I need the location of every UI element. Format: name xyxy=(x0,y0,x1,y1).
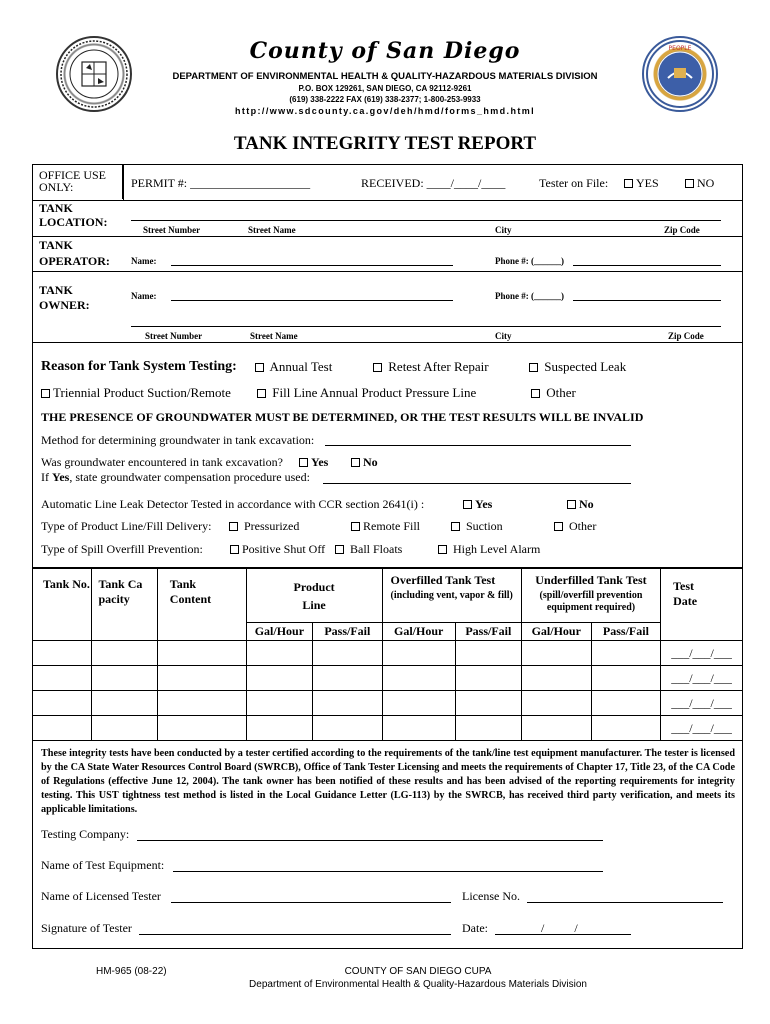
location-street-name: Street Name xyxy=(248,225,296,235)
permit-field[interactable]: PERMIT #: ____________________ xyxy=(131,176,311,190)
signature-field[interactable] xyxy=(139,934,451,935)
location-zip: Zip Code xyxy=(664,225,700,235)
location-address-field[interactable] xyxy=(131,220,721,221)
operator-name-field[interactable] xyxy=(171,265,453,266)
groundwater-yes-checkbox[interactable]: Yes xyxy=(299,455,328,470)
annual-test-checkbox[interactable]: Annual Test xyxy=(255,359,332,375)
testing-company-field[interactable] xyxy=(137,840,603,841)
ball-floats-checkbox[interactable]: Ball Floats xyxy=(335,542,402,557)
date-label: Date: xyxy=(462,921,488,935)
checkbox-icon xyxy=(685,179,694,188)
test-date-cell[interactable]: ___/___/___ xyxy=(661,716,743,741)
form-number: HM-965 (08-22) xyxy=(96,966,167,977)
checkbox-icon xyxy=(299,458,308,467)
checkbox-icon xyxy=(451,522,460,531)
col-tank-no: Tank No. xyxy=(33,569,92,641)
triennial-checkbox[interactable]: Triennial Product Suction/Remote xyxy=(41,385,231,401)
environmental-health-logo xyxy=(642,36,718,112)
licensed-tester-label: Name of Licensed Tester xyxy=(41,889,161,903)
underfilled-pass-fail: Pass/Fail xyxy=(591,623,660,641)
pressurized-checkbox[interactable]: Pressurized xyxy=(229,519,299,534)
reason-other-checkbox[interactable]: Other xyxy=(531,385,576,401)
delivery-label: Type of Product Line/Fill Delivery: xyxy=(41,519,212,533)
product-gal-hour: Gal/Hour xyxy=(246,623,312,641)
overfilled-pass-fail: Pass/Fail xyxy=(455,623,521,641)
table-row[interactable] xyxy=(33,716,743,741)
underfilled-gal-hour: Gal/Hour xyxy=(521,623,591,641)
tank-location-label: TANK LOCATION: xyxy=(39,201,108,229)
owner-zip: Zip Code xyxy=(668,331,704,341)
detector-label: Automatic Line Leak Detector Tested in accordance with CCR section 2641(i) : xyxy=(41,497,425,511)
county-title: County of San Diego xyxy=(249,38,521,64)
col-underfilled: Underfilled Tank Test (spill/overfill prevention equipment required) xyxy=(521,569,660,623)
reason-label: Reason for Tank System Testing: xyxy=(41,359,237,374)
phone-numbers: (619) 338-2222 FAX (619) 338-2377; 1-800-253-9933 xyxy=(289,95,481,104)
suction-checkbox[interactable]: Suction xyxy=(451,519,503,534)
retest-checkbox[interactable]: Retest After Repair xyxy=(373,359,489,375)
form-frame xyxy=(32,164,743,568)
testing-company-label: Testing Company: xyxy=(41,827,130,841)
col-capacity: Tank Capacity xyxy=(92,569,157,641)
location-street-number: Street Number xyxy=(143,225,201,235)
checkbox-icon xyxy=(351,522,360,531)
overfilled-gal-hour: Gal/Hour xyxy=(382,623,455,641)
checkbox-icon xyxy=(229,522,238,531)
checkbox-icon xyxy=(554,522,563,531)
compensation-label: If Yes, state groundwater compensation procedure used: xyxy=(41,470,310,484)
owner-address-field[interactable] xyxy=(131,326,721,327)
owner-phone-field[interactable] xyxy=(573,300,721,301)
shutoff-checkbox[interactable]: Positive Shut Off xyxy=(230,542,325,557)
groundwater-method-label: Method for determining groundwater in tank excavation: xyxy=(41,433,315,447)
checkbox-icon xyxy=(257,389,266,398)
office-use-label: OFFICE USE ONLY: xyxy=(39,168,107,194)
license-no-field[interactable] xyxy=(527,902,723,903)
detector-no-checkbox[interactable]: No xyxy=(567,497,594,512)
spill-label: Type of Spill Overfill Prevention: xyxy=(41,542,203,556)
tester-no-checkbox[interactable]: NO xyxy=(685,176,714,191)
licensed-tester-field[interactable] xyxy=(171,902,451,903)
groundwater-no-checkbox[interactable]: No xyxy=(351,455,378,470)
checkbox-icon xyxy=(41,389,50,398)
checkbox-icon xyxy=(335,545,344,554)
owner-phone-label: Phone #: (______) xyxy=(495,291,564,301)
owner-city: City xyxy=(495,331,512,341)
checkbox-icon xyxy=(463,500,472,509)
groundwater-warning: THE PRESENCE OF GROUNDWATER MUST BE DETERMINED, OR THE TEST RESULTS WILL BE INVALID xyxy=(41,410,644,424)
received-date-field[interactable]: RECEIVED: ____/____/____ xyxy=(361,176,506,190)
operator-phone-label: Phone #: (______) xyxy=(495,256,564,266)
remote-fill-checkbox[interactable]: Remote Fill xyxy=(351,519,420,534)
tank-owner-label: TANK OWNER: xyxy=(39,283,90,312)
detector-yes-checkbox[interactable]: Yes xyxy=(463,497,492,512)
footer-division: Department of Environmental Health & Quality-Hazardous Materials Division xyxy=(249,979,587,990)
location-city: City xyxy=(495,225,512,235)
fill-line-checkbox[interactable]: Fill Line Annual Product Pressure Line xyxy=(257,385,476,401)
col-overfilled: Overfilled Tank Test (including vent, vapor & fill) xyxy=(382,569,521,623)
compensation-field[interactable] xyxy=(323,483,631,484)
license-no-label: License No. xyxy=(462,889,520,903)
table-row[interactable] xyxy=(33,666,743,691)
test-results-table xyxy=(32,568,743,741)
certification-box xyxy=(32,741,743,949)
groundwater-encountered-label: Was groundwater encountered in tank excavation? xyxy=(41,455,283,469)
checkbox-icon xyxy=(438,545,447,554)
test-date-cell[interactable]: ___/___/___ xyxy=(661,641,743,666)
suspected-leak-checkbox[interactable]: Suspected Leak xyxy=(529,359,626,375)
checkbox-icon xyxy=(230,545,239,554)
table-row[interactable] xyxy=(33,641,743,666)
col-product-line: Product Line xyxy=(246,569,382,623)
certification-text: These integrity tests have been conducted by a tester certified according to the requirements of the tank/line test equipment manufacturer. The tester is licensed by the CA State Water Resources Control Board (SWRCB), Office of Tank Tester Licensing and meets the requirements of Chapter 17, Title 23, of the CA Code of Regulations (effective June 12, 2004). The tank owner has been notified of these results and has been advised of the reporting requirements for integrity testing. This UST tightness test method is listed in the Local Guidance Letter (LG-113) by the SWRCB, has received third party verification, and meets its applicable limitations. xyxy=(41,748,735,815)
test-date-cell[interactable]: ___/___/___ xyxy=(661,666,743,691)
owner-name-field[interactable] xyxy=(171,300,453,301)
col-test-date: Test Date xyxy=(661,569,743,641)
checkbox-icon xyxy=(529,363,538,372)
website-url[interactable]: http://www.sdcounty.ca.gov/deh/hmd/forms_hmd.html xyxy=(234,106,536,116)
product-pass-fail: Pass/Fail xyxy=(313,623,382,641)
tester-yes-checkbox[interactable]: YES xyxy=(624,176,659,191)
delivery-other-checkbox[interactable]: Other xyxy=(554,519,596,534)
svg-text:PEOPLE: PEOPLE xyxy=(668,45,692,52)
test-equipment-field[interactable] xyxy=(173,871,603,872)
checkbox-icon xyxy=(531,389,540,398)
po-box: P.O. BOX 129261, SAN DIEGO, CA 92112-9261 xyxy=(298,84,472,93)
signature-label: Signature of Tester xyxy=(41,921,132,935)
table-row[interactable] xyxy=(33,691,743,716)
owner-street-number: Street Number xyxy=(145,331,203,341)
checkbox-icon xyxy=(567,500,576,509)
owner-street-name: Street Name xyxy=(250,331,298,341)
operator-phone-field[interactable] xyxy=(573,265,721,266)
owner-name-label: Name: xyxy=(131,291,157,301)
date-slashes: / / xyxy=(541,921,578,935)
test-equipment-label: Name of Test Equipment: xyxy=(41,858,165,872)
col-content: Tank Content xyxy=(157,569,246,641)
high-level-alarm-checkbox[interactable]: High Level Alarm xyxy=(438,542,540,557)
footer-cupa: COUNTY OF SAN DIEGO CUPA xyxy=(344,966,492,977)
tank-operator-label: TANK OPERATOR: xyxy=(39,238,110,268)
form-title: TANK INTEGRITY TEST REPORT xyxy=(233,133,537,154)
tester-on-file-label: Tester on File: xyxy=(539,176,609,190)
test-date-cell[interactable]: ___/___/___ xyxy=(661,691,743,716)
checkbox-icon xyxy=(351,458,360,467)
department-name: DEPARTMENT OF ENVIRONMENTAL HEALTH & QUALITY-HAZARDOUS MATERIALS DIVISION xyxy=(172,71,598,82)
checkbox-icon xyxy=(373,363,382,372)
operator-name-label: Name: xyxy=(131,256,157,266)
checkbox-icon xyxy=(624,179,633,188)
checkbox-icon xyxy=(255,363,264,372)
groundwater-method-field[interactable] xyxy=(325,445,631,446)
